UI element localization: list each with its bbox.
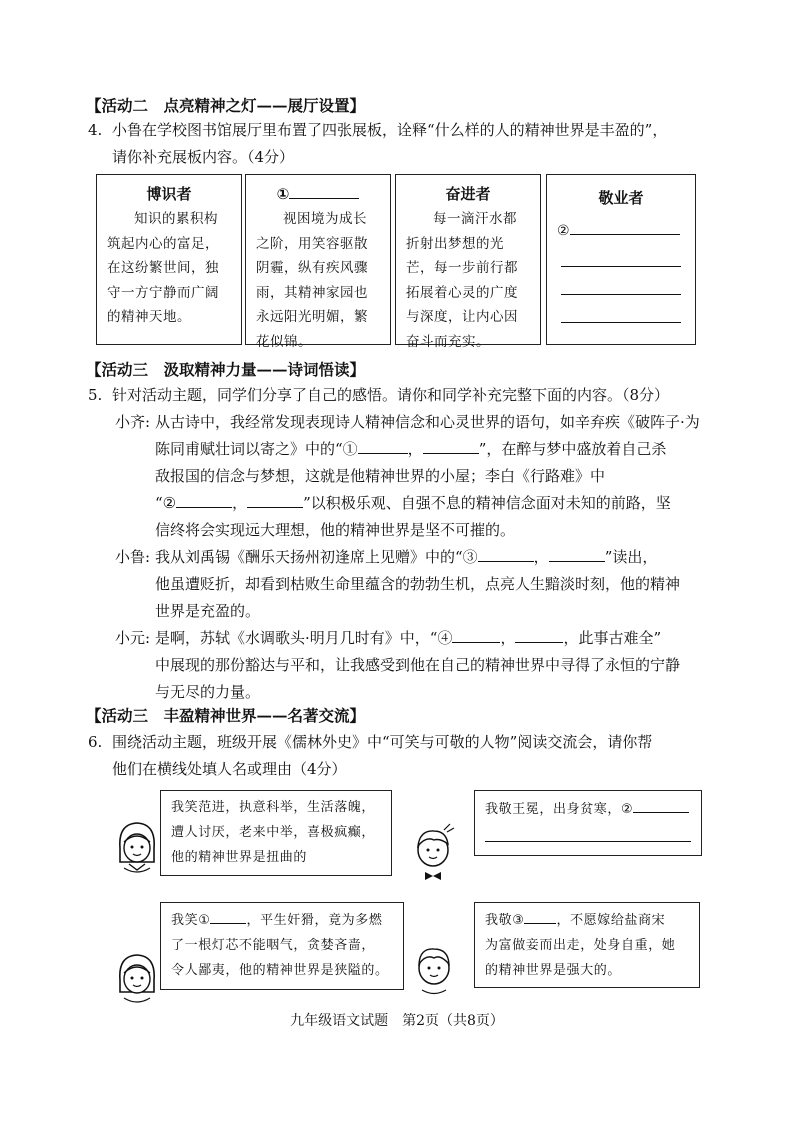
- speech-bubble-pinniang: [474, 902, 700, 988]
- xiaoqi-line4: [155, 490, 671, 517]
- panel-title: 敬业者: [598, 189, 644, 207]
- xiaolu-line2: 他虽遭贬折，却看到枯败生命里蕴含的勃勃生机，点亮人生黯淡时刻，他的精神: [155, 575, 681, 593]
- answer-blank[interactable]: [452, 627, 500, 643]
- bubble-line: 我笑范进，执意科举，生活落魄，: [171, 800, 376, 815]
- text: 我笑①: [171, 913, 211, 928]
- bubble-line: 了一根灯芯不能咽气，贪婪吝啬，: [171, 938, 376, 953]
- xiaoyuan-line1: [155, 625, 661, 652]
- answer-blank[interactable]: [549, 546, 605, 562]
- girl-avatar-icon: [114, 950, 160, 1008]
- answer-blank-1[interactable]: [289, 183, 359, 199]
- panel-body: 知识的累积构筑起内心的富足，在这纷繁世间，独守一方宁静而广阔的精神天地。: [107, 211, 219, 325]
- answer-blank[interactable]: [176, 492, 232, 508]
- panel-striver: [395, 174, 541, 350]
- text: ”读出，: [604, 548, 658, 566]
- panel-body: 视困境为成长之阶，用笑容驱散阴霾，纵有疾风骤雨，其精神家园也永远阳光明媚，繁花似锦。: [256, 211, 368, 350]
- text: ”，在醉与梦中盛放着自己杀: [478, 440, 667, 458]
- panel-erudite: [96, 174, 242, 345]
- q5-intro: 针对活动主题，同学们分享了自己的感悟。请你和同学补充完整下面的内容。（8分）: [112, 386, 670, 404]
- text: ，: [500, 629, 516, 647]
- q5-number: 5.: [88, 386, 103, 404]
- answer-line[interactable]: [561, 265, 681, 267]
- answer-blank[interactable]: [247, 492, 303, 508]
- xiaoyuan-line3: 与无尽的力量。: [155, 683, 261, 701]
- text: 我从刘禹锡《酬乐天扬州初逢席上见赠》中的“③: [155, 548, 478, 566]
- speaker-xiaoyuan: 小元:: [115, 629, 151, 647]
- answer-blank[interactable]: [633, 797, 689, 813]
- q6-text-line2: 他们在横线处填人名或理由（4分）: [112, 760, 347, 778]
- panel-answer-area: [557, 219, 685, 239]
- answer-line[interactable]: [561, 293, 681, 295]
- bubble-line: [171, 908, 393, 933]
- text: 我敬③: [485, 913, 525, 928]
- answer-blank[interactable]: [358, 438, 408, 454]
- text: 我敬王冕，出身贫寒，②: [485, 802, 634, 817]
- panel-dedicated: [546, 174, 696, 345]
- panel-blank-1: [245, 174, 391, 350]
- text: ，: [533, 548, 549, 566]
- bubble-line: [485, 908, 689, 933]
- speech-bubble-fanjin: [160, 790, 392, 876]
- answer-blank-2[interactable]: [570, 219, 680, 235]
- circled-number: ①: [276, 185, 290, 203]
- answer-blank[interactable]: [524, 908, 556, 924]
- page-footer: 九年级语文试题 第2页（共8页）: [290, 1013, 504, 1029]
- activity3b-heading: 【活动三 丰盈精神世界——名著交流】: [86, 706, 366, 725]
- bubble-line: 令人鄙夷，他的精神世界是狭隘的。: [171, 963, 389, 978]
- activity2-heading: 【活动二 点亮精神之灯——展厅设置】: [86, 96, 366, 115]
- speaker-xiaolu: 小鲁:: [115, 548, 151, 566]
- bubble-line: [485, 797, 691, 822]
- answer-line[interactable]: [561, 321, 681, 323]
- text: ，不愿嫁给盐商宋: [556, 913, 666, 928]
- panel-title: 博识者: [146, 185, 192, 203]
- girl-avatar-icon: [114, 818, 160, 878]
- bubble-line: 的精神世界是强大的。: [485, 963, 622, 978]
- q4-number: 4.: [88, 121, 103, 139]
- panel-body: 每一滴汗水都折射出梦想的光芒，每一步前行都拓展着心灵的广度与深度，让内心因奋斗而充实。: [406, 211, 518, 350]
- xiaoqi-line3: 敌报国的信念与梦想，这就是他精神世界的小屋；李白《行路难》中: [155, 467, 606, 485]
- q4-text-line2: 请你补充展板内容。（4分）: [112, 148, 295, 166]
- answer-blank[interactable]: [210, 908, 246, 924]
- text: ，: [407, 440, 423, 458]
- answer-blank[interactable]: [515, 627, 563, 643]
- text: ，平生奸猾，竟为多燃: [246, 913, 383, 928]
- answer-blank[interactable]: [478, 546, 534, 562]
- text: “②: [155, 494, 177, 512]
- xiaoqi-line2: [155, 436, 666, 463]
- speech-bubble-yanjiansheng: [160, 902, 404, 990]
- text: ，: [232, 494, 248, 512]
- q6-number: 6.: [88, 733, 103, 751]
- panel-title: [256, 181, 380, 207]
- bubble-line: 遭人讨厌，老来中举，喜极疯癫，: [171, 825, 376, 840]
- answer-blank[interactable]: [423, 438, 479, 454]
- activity3-heading: 【活动三 汲取精神力量——诗词悟读】: [86, 360, 366, 379]
- text: ”以积极乐观、自强不息的精神信念面对未知的前路，坚: [303, 494, 671, 512]
- xiaoyuan-line2: 中展现的那份豁达与平和，让我感受到他在自己的精神世界中寻得了永恒的宁静: [155, 656, 681, 674]
- boy-avatar-icon: [410, 940, 458, 998]
- q4-text-line1: 小鲁在学校图书馆展厅里布置了四张展板，诠释“什么样的人的精神世界是丰盈的”，: [112, 121, 668, 139]
- panel-title: 奋进者: [445, 185, 491, 203]
- answer-line[interactable]: [485, 840, 691, 842]
- text: ，此事古难全”: [563, 629, 662, 647]
- xiaoqi-line5: 信终将会实现远大理想，他的精神世界是坚不可摧的。: [155, 521, 516, 539]
- speaker-xiaoqi: 小齐:: [115, 413, 151, 431]
- bubble-line: 为富做妾而出走，处身自重，她: [485, 938, 676, 953]
- text: 是啊，苏轼《水调歌头·明月几时有》中，“④: [155, 629, 453, 647]
- speech-bubble-wangmian: [474, 790, 702, 856]
- xiaolu-line3: 世界是充盈的。: [155, 602, 261, 620]
- text: 陈同甫赋壮词以寄之》中的“①: [155, 440, 358, 458]
- circled-number: ②: [557, 223, 570, 239]
- xiaoqi-line1: 从古诗中，我经常发现表现诗人精神信念和心灵世界的语句，如辛弃疾《破阵子·为: [155, 413, 700, 431]
- q6-text-line1: 围绕活动主题，班级开展《儒林外史》中“可笑与可敬的人物”阅读交流会，请你帮: [112, 733, 653, 751]
- xiaolu-line1: [155, 544, 657, 571]
- bubble-line: 他的精神世界是扭曲的: [171, 850, 308, 865]
- boy-avatar-icon: [408, 822, 458, 884]
